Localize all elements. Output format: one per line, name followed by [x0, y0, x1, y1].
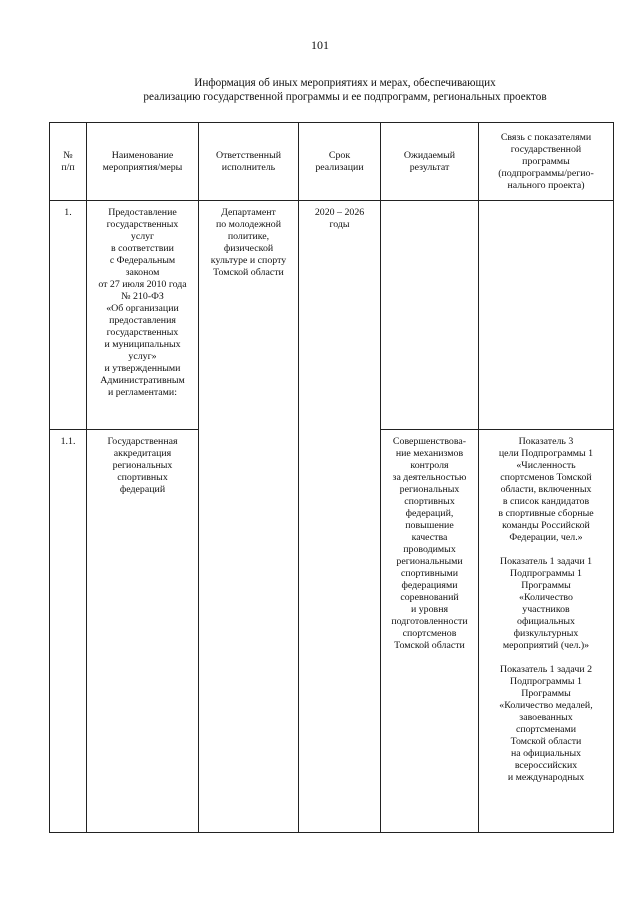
header-link: Связь с показателями государственной программы (подпрограммы/регио- нального проекта)	[479, 123, 614, 201]
measures-table	[49, 122, 614, 833]
row-2-link	[479, 430, 614, 833]
row-1-result	[381, 201, 479, 430]
header-name: Наименование мероприятия/меры	[87, 123, 199, 201]
page-number: 101	[311, 38, 329, 52]
document-title	[60, 76, 630, 104]
row-2-link-indicator-1: Показатель 3 цели Подпрограммы 1 «Численность спортсменов Томской области, включенных в список кандидатов в спортивные сборные команды Российской Федерации, чел.»	[498, 436, 594, 543]
document-title-line-2: реализацию государственной программы и ее подпрограмм, региональных проектов	[143, 91, 547, 103]
row-1-link	[479, 201, 614, 430]
row-1-num: 1.	[50, 201, 87, 430]
document-title-line-1: Информация об иных мероприятиях и мерах, обеспечивающих	[194, 77, 496, 89]
table-header-row	[50, 123, 614, 201]
header-result: Ожидаемый результат	[381, 123, 479, 201]
row-2-name: Государственная аккредитация региональных спортивных федераций	[87, 430, 199, 833]
row-2-link-indicator-2: Показатель 1 задачи 1 Подпрограммы 1 Программы «Количество участников официальных физкультурных мероприятий (чел.)»	[499, 556, 593, 651]
table-row	[50, 201, 614, 430]
row-1-period: 2020 – 2026 годы	[299, 201, 381, 833]
row-1-name: Предоставление государственных услуг в соответствии с Федеральным законом от 27 июля 2010 года № 210-ФЗ «Об организации предоставления государственных и муниципальных услуг» и утвержденными Административным и регламентами:	[87, 201, 199, 430]
row-2-num: 1.1.	[50, 430, 87, 833]
row-2-result: Совершенствова- ние механизмов контроля за деятельностью региональных спортивных федераций, повышение качества проводимых региональными спортивными федерациями соревнований и уровня подготовленности спортсменов Томской области	[381, 430, 479, 833]
header-period: Срок реализации	[299, 123, 381, 201]
header-num: № п/п	[50, 123, 87, 201]
header-executor: Ответственный исполнитель	[199, 123, 299, 201]
row-1-executor: Департамент по молодежной политике, физической культуре и спорту Томской области	[199, 201, 299, 833]
row-2-link-indicator-3: Показатель 1 задачи 2 Подпрограммы 1 Программы «Количество медалей, завоеванных спортсменами Томской области на официальных всероссийских и международных	[499, 664, 593, 783]
